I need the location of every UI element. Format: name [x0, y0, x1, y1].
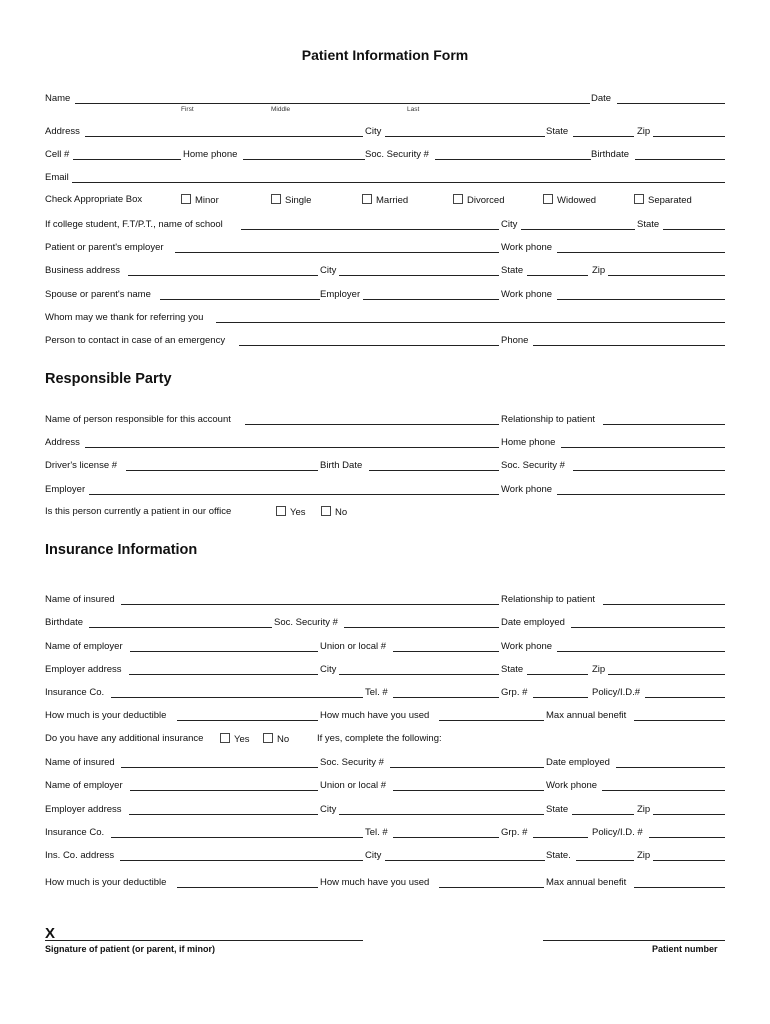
employer-label: Patient or parent's employer — [45, 242, 164, 253]
check-label: Check Appropriate Box — [45, 194, 143, 205]
status-separated[interactable] — [634, 194, 692, 207]
employer-state-field[interactable] — [527, 674, 588, 675]
union-label: Union or local # — [320, 641, 387, 652]
insurance-company-row — [45, 687, 725, 701]
no-label: No — [335, 507, 348, 518]
address-label: Address — [45, 126, 80, 137]
license-field[interactable] — [126, 470, 318, 471]
business-address-label: Business address — [45, 265, 120, 276]
responsible-address-label: Address — [45, 437, 80, 448]
city-label: City — [365, 126, 382, 137]
used-label: How much have you used — [320, 710, 430, 721]
spouse-work-phone-field[interactable] — [557, 299, 725, 300]
insurance2-company-field[interactable] — [111, 837, 363, 838]
emergency-phone-label: Phone — [501, 335, 529, 346]
date-employed-label: Date employed — [501, 617, 565, 628]
insurance2-grp-field[interactable] — [533, 837, 588, 838]
responsible-birth-date-label: Birth Date — [320, 460, 363, 471]
insured2-zip-field[interactable] — [653, 814, 725, 815]
insured2-date-employed-field[interactable] — [616, 767, 725, 768]
checkbox-icon[interactable] — [271, 194, 281, 204]
address-row — [45, 126, 725, 140]
referral-row — [45, 312, 725, 326]
responsible-work-phone-label: Work phone — [501, 484, 553, 495]
spouse-label: Spouse or parent's name — [45, 289, 151, 300]
business-city-label: City — [320, 265, 337, 276]
responsible-birth-date-field[interactable] — [369, 470, 499, 471]
insurance2-tel-field[interactable] — [393, 837, 499, 838]
signature-label: Signature of patient (or parent, if minor) — [45, 944, 216, 954]
status-option-label: Separated — [648, 195, 692, 206]
responsible-ssn-field[interactable] — [573, 470, 725, 471]
max-benefit-label: Max annual benefit — [546, 710, 627, 721]
insured-birthdate-row — [45, 617, 725, 631]
work-phone-label: Work phone — [501, 242, 553, 253]
emergency-phone-field[interactable] — [533, 345, 725, 346]
emergency-label: Person to contact in case of an emergency — [45, 335, 226, 346]
checkbox-icon[interactable] — [453, 194, 463, 204]
form-title: Patient Information Form — [301, 47, 469, 63]
insured-employer-label: Name of employer — [45, 641, 123, 652]
responsible-address-row — [45, 437, 725, 451]
employer-address-label: Employer address — [45, 664, 122, 675]
insured2-row — [45, 757, 725, 771]
employer-city-label: City — [320, 664, 337, 675]
tel-field[interactable] — [393, 697, 499, 698]
insurance2-zip-label: Zip — [637, 850, 651, 861]
insured-relationship-label: Relationship to patient — [501, 594, 596, 605]
insured2-employer-row — [45, 780, 725, 794]
used2-field[interactable] — [439, 887, 544, 888]
employer-state-label: State — [501, 664, 524, 675]
policy-label: Policy/I.D.# — [592, 687, 641, 698]
tel-label: Tel. # — [365, 687, 388, 698]
insured2-ssn-field[interactable] — [390, 767, 544, 768]
insurance2-company-row — [45, 827, 725, 841]
insured2-date-employed-label: Date employed — [546, 757, 610, 768]
max-benefit-field[interactable] — [634, 720, 725, 721]
deductible2-row — [45, 877, 725, 891]
insurance2-grp-label: Grp. # — [501, 827, 528, 838]
deductible2-field[interactable] — [177, 887, 318, 888]
spouse-employer-label: Employer — [320, 289, 361, 300]
insurance2-address-row — [45, 850, 725, 864]
college-label: If college student, F.T/P.T., name of school — [45, 219, 223, 230]
insured-row — [45, 594, 725, 608]
responsible-employer-row — [45, 484, 725, 498]
current-patient-yes[interactable] — [276, 506, 306, 519]
insurance2-policy-field[interactable] — [649, 837, 725, 838]
responsible-employer-label: Employer — [45, 484, 86, 495]
state-field[interactable] — [573, 136, 634, 137]
yes-label: Yes — [290, 507, 306, 518]
insurance2-state-label: State. — [546, 850, 571, 861]
max-benefit2-field[interactable] — [634, 887, 725, 888]
deductible2-label: How much is your deductible — [45, 877, 167, 888]
additional-no[interactable] — [263, 733, 289, 746]
insured2-ssn-label: Soc. Security # — [320, 757, 384, 768]
college-row — [45, 219, 725, 233]
responsible-relationship-label: Relationship to patient — [501, 414, 596, 425]
insured2-state-label: State — [546, 804, 569, 815]
email-row — [45, 172, 725, 186]
insured2-city-field[interactable] — [339, 814, 544, 815]
business-address-field[interactable] — [128, 275, 318, 276]
no-label: No — [277, 734, 290, 745]
college-city-label: City — [501, 219, 518, 230]
home-phone-field[interactable] — [243, 159, 365, 160]
insured-employer-address-row — [45, 664, 725, 678]
responsible-heading: Responsible Party — [45, 371, 172, 387]
insured-birthdate-field[interactable] — [89, 627, 272, 628]
employer-field[interactable] — [175, 252, 499, 253]
responsible-name-label: Name of person responsible for this account — [45, 414, 231, 425]
used-field[interactable] — [439, 720, 544, 721]
cell-row — [45, 149, 725, 163]
insured2-state-field[interactable] — [572, 814, 634, 815]
responsible-relationship-field[interactable] — [603, 424, 725, 425]
insured2-employer-address-row — [45, 804, 725, 818]
insurance-heading: Insurance Information — [45, 542, 198, 558]
insured-employer-row — [45, 641, 725, 655]
insurance2-state-field[interactable] — [576, 860, 634, 861]
insured-ssn-label: Soc. Security # — [274, 617, 338, 628]
insured2-union-label: Union or local # — [320, 780, 387, 791]
status-divorced[interactable] — [453, 194, 505, 207]
grp-field[interactable] — [533, 697, 588, 698]
responsible-address-field[interactable] — [85, 447, 499, 448]
insurance-company-field[interactable] — [111, 697, 363, 698]
insurance2-policy-label: Policy/I.D. # — [592, 827, 643, 838]
school-field[interactable] — [241, 229, 499, 230]
grp-label: Grp. # — [501, 687, 528, 698]
status-option-label: Divorced — [467, 195, 505, 206]
insurance2-company-label: Insurance Co. — [45, 827, 105, 838]
additional-insurance-label: Do you have any additional insurance — [45, 733, 204, 744]
patient-number-field[interactable] — [543, 940, 725, 941]
college-state-field[interactable] — [663, 229, 725, 230]
insured2-label: Name of insured — [45, 757, 115, 768]
insured-field[interactable] — [121, 604, 499, 605]
checkbox-icon[interactable] — [276, 506, 286, 516]
insurance-company-label: Insurance Co. — [45, 687, 105, 698]
insurance2-zip-field[interactable] — [653, 860, 725, 861]
responsible-ssn-label: Soc. Security # — [501, 460, 565, 471]
max-benefit2-label: Max annual benefit — [546, 877, 627, 888]
status-option-label: Widowed — [557, 195, 597, 206]
employer-zip-label: Zip — [592, 664, 606, 675]
status-married[interactable] — [362, 194, 408, 207]
insured2-field[interactable] — [121, 767, 318, 768]
zip-field[interactable] — [653, 136, 725, 137]
spouse-field[interactable] — [160, 299, 320, 300]
if-yes-label: If yes, complete the following: — [317, 733, 442, 744]
business-city-field[interactable] — [339, 275, 499, 276]
referral-field[interactable] — [216, 322, 725, 323]
insurance2-city-field[interactable] — [385, 860, 545, 861]
checkbox-icon[interactable] — [220, 733, 230, 743]
status-minor[interactable] — [181, 194, 219, 207]
insured-label: Name of insured — [45, 594, 115, 605]
spouse-row — [45, 289, 725, 303]
email-field[interactable] — [72, 182, 725, 183]
date-employed-field[interactable] — [571, 627, 725, 628]
insurance2-tel-label: Tel. # — [365, 827, 388, 838]
checkbox-icon[interactable] — [634, 194, 644, 204]
emergency-field[interactable] — [239, 345, 499, 346]
checkbox-icon[interactable] — [543, 194, 553, 204]
status-widowed[interactable] — [543, 194, 596, 207]
responsible-employer-field[interactable] — [89, 494, 499, 495]
responsible-license-row — [45, 460, 725, 474]
business-state-label: State — [501, 265, 524, 276]
signature-field[interactable] — [45, 940, 363, 941]
name-middle-sublabel: Middle — [271, 106, 291, 113]
insured2-union-field[interactable] — [393, 790, 544, 791]
business-state-field[interactable] — [527, 275, 588, 276]
responsible-work-phone-field[interactable] — [557, 494, 725, 495]
business-address-row — [45, 265, 725, 279]
checkbox-icon[interactable] — [181, 194, 191, 204]
college-state-label: State — [637, 219, 660, 230]
status-option-label: Minor — [195, 195, 219, 206]
checkbox-icon[interactable] — [362, 194, 372, 204]
email-label: Email — [45, 172, 69, 183]
insurance2-city-label: City — [365, 850, 382, 861]
insured2-zip-label: Zip — [637, 804, 651, 815]
spouse-employer-field[interactable] — [363, 299, 499, 300]
insured2-employer-address-label: Employer address — [45, 804, 122, 815]
name-last-sublabel: Last — [407, 106, 420, 113]
business-zip-field[interactable] — [608, 275, 725, 276]
deductible-label: How much is your deductible — [45, 710, 167, 721]
deductible-field[interactable] — [177, 720, 318, 721]
insured2-work-phone-label: Work phone — [546, 780, 598, 791]
status-single[interactable] — [271, 194, 311, 207]
ssn-field[interactable] — [435, 159, 591, 160]
birthdate-field[interactable] — [635, 159, 725, 160]
checkbox-icon[interactable] — [321, 506, 331, 516]
insured-work-phone-label: Work phone — [501, 641, 553, 652]
insured2-employer-label: Name of employer — [45, 780, 123, 791]
status-option-label: Single — [285, 195, 312, 206]
additional-yes[interactable] — [220, 733, 250, 746]
employer-row — [45, 242, 725, 256]
college-city-field[interactable] — [521, 229, 635, 230]
insurance2-address-field[interactable] — [120, 860, 363, 861]
home-phone-label: Home phone — [183, 149, 238, 160]
policy-field[interactable] — [645, 697, 725, 698]
date-field[interactable] — [617, 103, 725, 104]
employer-zip-field[interactable] — [608, 674, 725, 675]
signature-x-mark: X — [45, 925, 56, 942]
name-field[interactable] — [75, 103, 590, 104]
current-patient-no[interactable] — [321, 506, 347, 519]
responsible-name-row — [45, 414, 725, 428]
employer-city-field[interactable] — [339, 674, 499, 675]
city-field[interactable] — [385, 136, 545, 137]
name-first-sublabel: First — [181, 106, 194, 113]
insured2-employer-field[interactable] — [130, 790, 318, 791]
employer-address-field[interactable] — [129, 674, 318, 675]
business-zip-label: Zip — [592, 265, 606, 276]
deductible-row — [45, 710, 725, 724]
current-patient-row — [45, 506, 725, 520]
checkbox-icon[interactable] — [263, 733, 273, 743]
union-field[interactable] — [393, 651, 499, 652]
current-patient-label: Is this person currently a patient in our office — [45, 506, 232, 517]
birthdate-label: Birthdate — [591, 149, 630, 160]
responsible-home-phone-field[interactable] — [561, 447, 725, 448]
name-label: Name — [45, 93, 71, 104]
zip-label: Zip — [637, 126, 651, 137]
emergency-row — [45, 335, 725, 349]
insured-ssn-field[interactable] — [344, 627, 499, 628]
insurance2-address-label: Ins. Co. address — [45, 850, 115, 861]
cell-field[interactable] — [73, 159, 181, 160]
responsible-name-field[interactable] — [245, 424, 499, 425]
name-row — [45, 93, 725, 113]
insured-work-phone-field[interactable] — [557, 651, 725, 652]
yes-label: Yes — [234, 734, 250, 745]
ssn-label: Soc. Security # — [365, 149, 429, 160]
license-label: Driver's license # — [45, 460, 118, 471]
responsible-home-phone-label: Home phone — [501, 437, 556, 448]
patient-number-label: Patient number — [652, 944, 718, 954]
insured2-city-label: City — [320, 804, 337, 815]
spouse-work-phone-label: Work phone — [501, 289, 553, 300]
insured2-work-phone-field[interactable] — [602, 790, 725, 791]
insured-birthdate-label: Birthdate — [45, 617, 84, 628]
status-option-label: Married — [376, 195, 409, 206]
insured2-employer-address-field[interactable] — [129, 814, 318, 815]
status-row — [45, 194, 725, 208]
insured-employer-field[interactable] — [130, 651, 318, 652]
referral-label: Whom may we thank for referring you — [45, 312, 204, 323]
cell-label: Cell # — [45, 149, 70, 160]
work-phone-field[interactable] — [557, 252, 725, 253]
state-label: State — [546, 126, 569, 137]
address-field[interactable] — [85, 136, 363, 137]
date-label: Date — [591, 93, 612, 104]
insured-relationship-field[interactable] — [603, 604, 725, 605]
additional-insurance-row — [45, 733, 725, 747]
used2-label: How much have you used — [320, 877, 430, 888]
